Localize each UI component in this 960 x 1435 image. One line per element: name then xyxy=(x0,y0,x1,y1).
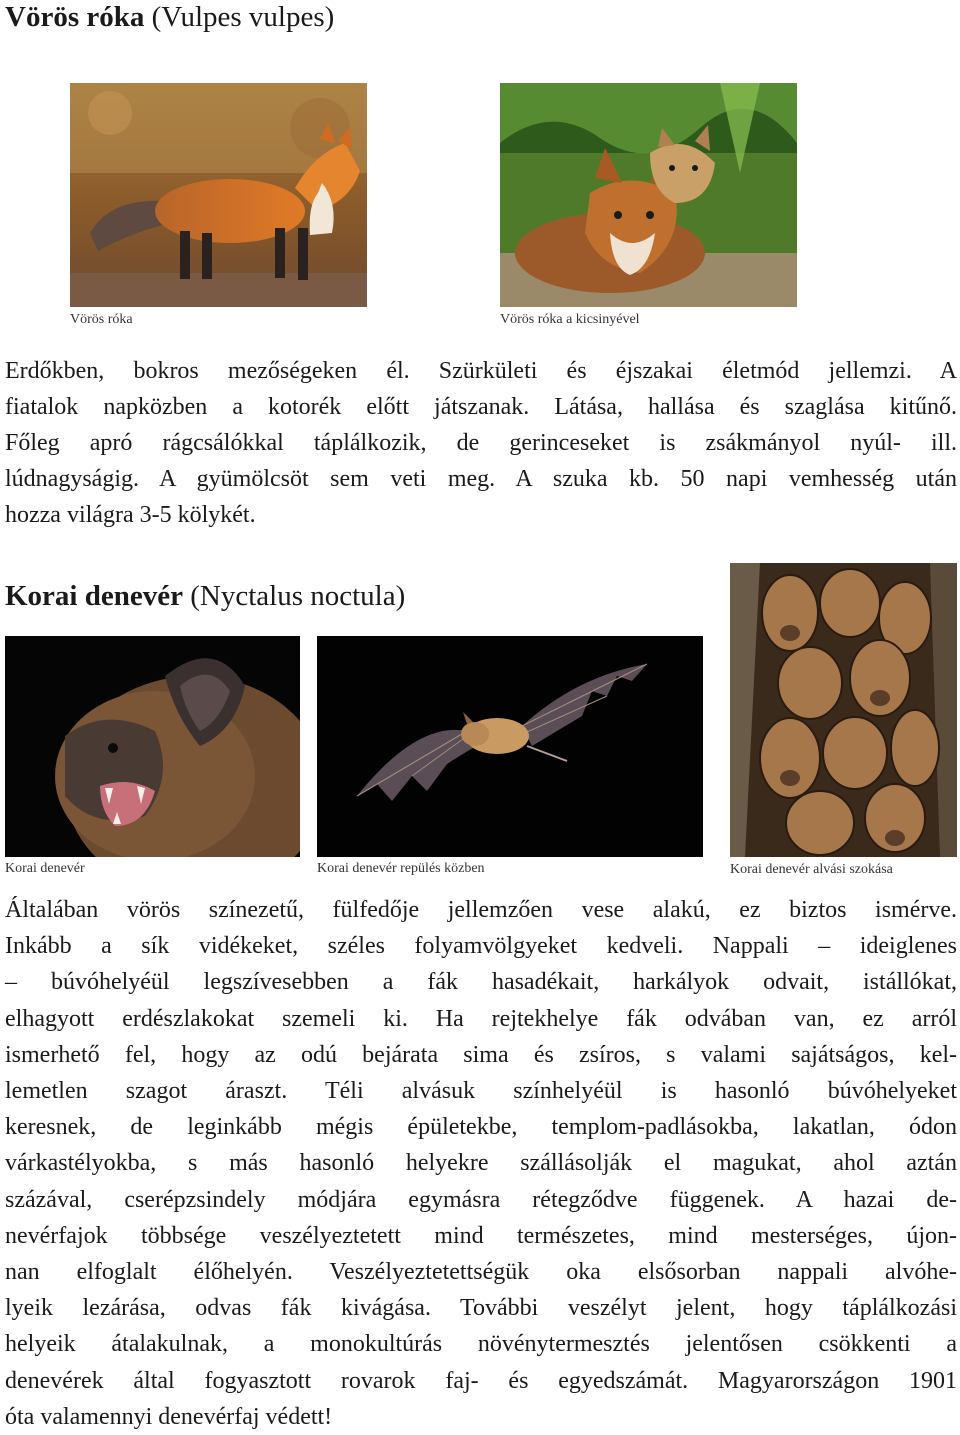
bat-roost-caption: Korai denevér alvási szokása xyxy=(730,862,893,877)
fox-text-line: Főleg apró rágcsálókkal táplálkozik, de gerinceseket is zsákmányol nyúl- ill. xyxy=(5,430,957,456)
bat-description xyxy=(5,892,957,1435)
bat-roost-photo xyxy=(730,563,957,857)
fox-text-line: lúdnagyságig. A gyümölcsöt sem veti meg. A szuka kb. 50 napi vemhesség után xyxy=(5,466,957,492)
bat-text-line: várkastélyokba, s más hasonló helyekre szállásolják el magukat, ahol aztán xyxy=(5,1150,957,1177)
fox-photo-caption: Vörös róka xyxy=(70,312,133,327)
fox-with-cub-caption: Vörös róka a kicsinyével xyxy=(500,312,640,327)
fox-photo xyxy=(70,83,367,307)
fox-common-name: Vörös róka xyxy=(5,1,145,33)
fox-latin-name: (Vulpes vulpes) xyxy=(151,1,335,33)
bat-flying-photo xyxy=(317,636,703,857)
bat-latin-name: (Nyctalus noctula) xyxy=(190,580,406,612)
bat-common-name: Korai denevér xyxy=(5,580,183,612)
bat-text-line: denevérek által fogyasztott rovarok faj- és egyedszámát. Magyarországon 1901 xyxy=(5,1367,957,1394)
fox-with-cub-photo xyxy=(500,83,797,307)
bat-text-line: Inkább a sík vidékeket, széles folyamvölgyeket kedveli. Nappali – ideiglenes xyxy=(5,933,957,960)
bat-text-line: százával, cserépzsindely módjára egymásra rétegződve függenek. A hazai de- xyxy=(5,1186,957,1213)
bat-text-line: óta valamennyi denevérfaj védett! xyxy=(5,1403,333,1430)
bat-flying-caption: Korai denevér repülés közben xyxy=(317,861,485,876)
fox-description xyxy=(5,353,957,533)
bat-section-title xyxy=(5,579,405,613)
bat-text-line: elhagyott erdészlakokat szemeli ki. Ha rejtekhelye fák odvában van, ez arról xyxy=(5,1005,957,1032)
bat-text-line: Általában vörös színezetű, fülfedője jellemzően vese alakú, ez biztos ismérve. xyxy=(5,897,957,923)
bat-text-line: helyeik átalakulnak, a monokultúrás növénytermesztés jelentősen csökkenti a xyxy=(5,1331,957,1358)
bat-text-line: keresnek, de leginkább mégis épületekbe, templom-padlásokba, lakatlan, ódon xyxy=(5,1114,957,1141)
fox-section-title xyxy=(5,0,334,34)
bat-face-photo xyxy=(5,636,300,857)
bat-text-line: lemetlen szagot áraszt. Téli alvásuk színhelyéül is hasonló búvóhelyeket xyxy=(5,1078,957,1105)
bat-text-line: – búvóhelyéül legszívesebben a fák hasadékait, harkályok odvait, istállókat, xyxy=(5,969,957,996)
fox-text-line: fiatalok napközben a kotorék előtt játszanak. Látása, hallása és szaglása kitűnő. xyxy=(5,394,957,420)
bat-text-line: lyeik lezárása, odvas fák kivágása. További veszélyt jelent, hogy táplálkozási xyxy=(5,1295,957,1322)
bat-text-line: nan elfoglalt élőhelyén. Veszélyeztetettségük oka elsősorban nappali alvóhe- xyxy=(5,1259,957,1286)
bat-face-caption: Korai denevér xyxy=(5,861,85,876)
fox-text-line: Erdőkben, bokros mezőségeken él. Szürkületi és éjszakai életmód jellemzi. A xyxy=(5,358,957,384)
fox-text-line: hozza világra 3-5 kölykét. xyxy=(5,502,256,528)
bat-text-line: nevérfajok többsége veszélyeztetett mind természetes, mind mesterséges, újon- xyxy=(5,1222,957,1249)
bat-text-line: ismerhető fel, hogy az odú bejárata sima és zsíros, s valami sajátságos, kel- xyxy=(5,1041,957,1068)
